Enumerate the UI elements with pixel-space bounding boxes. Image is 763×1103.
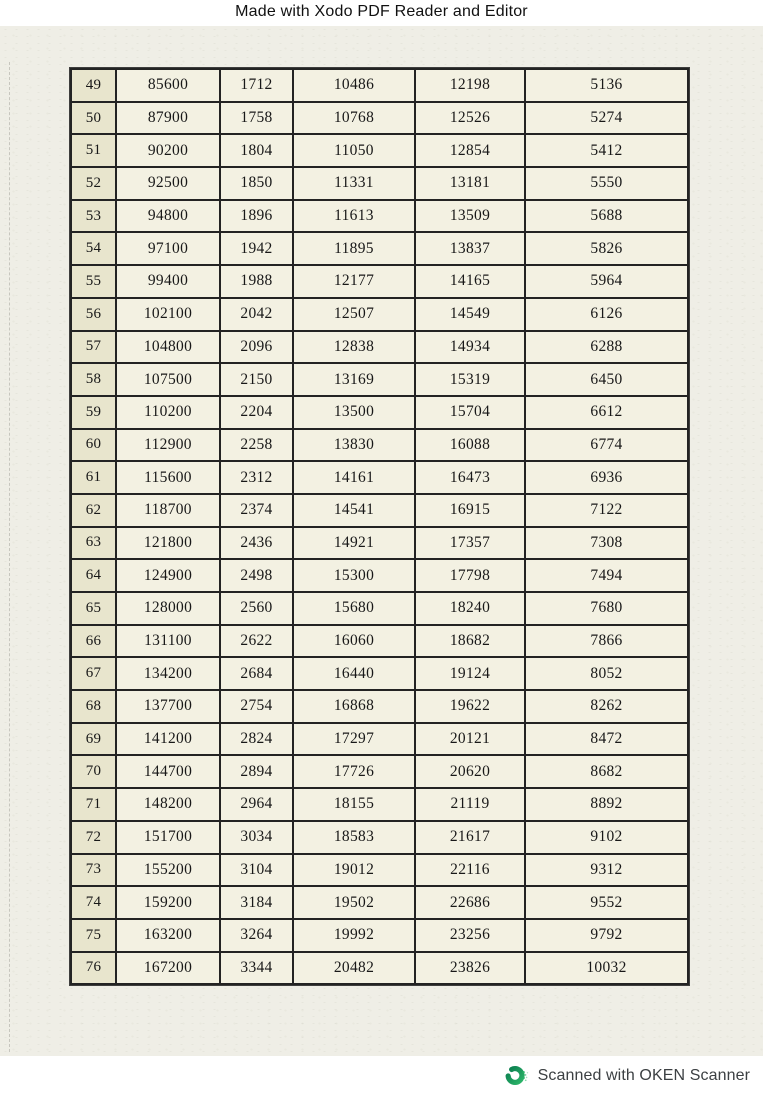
table-cell: 1988 — [220, 265, 293, 298]
table-row — [71, 821, 688, 854]
table-cell: 124900 — [116, 559, 220, 592]
table-cell: 15319 — [415, 363, 525, 396]
table-cell: 7866 — [525, 625, 688, 658]
table-row — [71, 494, 688, 527]
table-cell: 6936 — [525, 461, 688, 494]
table-cell: 11331 — [293, 167, 415, 200]
table-cell: 14921 — [293, 527, 415, 560]
row-number-cell: 61 — [71, 461, 116, 494]
table-cell: 20482 — [293, 952, 415, 985]
table-cell: 9552 — [525, 886, 688, 919]
row-number-cell: 66 — [71, 625, 116, 658]
table-cell: 3104 — [220, 854, 293, 887]
table-cell: 19622 — [415, 690, 525, 723]
row-number-cell: 68 — [71, 690, 116, 723]
table-cell: 2824 — [220, 723, 293, 756]
row-number-cell: 75 — [71, 919, 116, 952]
table-cell: 144700 — [116, 755, 220, 788]
table-cell: 12177 — [293, 265, 415, 298]
row-number-cell: 53 — [71, 200, 116, 233]
table-cell: 11050 — [293, 134, 415, 167]
table-cell: 8892 — [525, 788, 688, 821]
table-row — [71, 527, 688, 560]
table-row — [71, 919, 688, 952]
table-cell: 19992 — [293, 919, 415, 952]
table-cell: 115600 — [116, 461, 220, 494]
watermark-title: Made with Xodo PDF Reader and Editor — [235, 3, 528, 20]
table-row — [71, 102, 688, 135]
table-cell: 99400 — [116, 265, 220, 298]
table-cell: 163200 — [116, 919, 220, 952]
table-cell: 23256 — [415, 919, 525, 952]
table-cell: 2258 — [220, 429, 293, 462]
table-cell: 14549 — [415, 298, 525, 331]
table-row — [71, 134, 688, 167]
row-number-cell: 65 — [71, 592, 116, 625]
table-cell: 13181 — [415, 167, 525, 200]
table-cell: 22686 — [415, 886, 525, 919]
table-cell: 16440 — [293, 657, 415, 690]
table-cell: 6288 — [525, 331, 688, 364]
table-cell: 8472 — [525, 723, 688, 756]
row-number-cell: 60 — [71, 429, 116, 462]
row-number-cell: 72 — [71, 821, 116, 854]
row-number-cell: 63 — [71, 527, 116, 560]
table-cell: 14165 — [415, 265, 525, 298]
table-cell: 1850 — [220, 167, 293, 200]
table-cell: 2754 — [220, 690, 293, 723]
table-cell: 8262 — [525, 690, 688, 723]
table-cell: 2150 — [220, 363, 293, 396]
table-cell: 6774 — [525, 429, 688, 462]
table-cell: 13830 — [293, 429, 415, 462]
table-cell: 2312 — [220, 461, 293, 494]
table-cell: 17798 — [415, 559, 525, 592]
table-cell: 85600 — [116, 69, 220, 102]
table-cell: 5964 — [525, 265, 688, 298]
table-row — [71, 429, 688, 462]
table-cell: 21617 — [415, 821, 525, 854]
table-cell: 18583 — [293, 821, 415, 854]
table-cell: 97100 — [116, 232, 220, 265]
table-cell: 94800 — [116, 200, 220, 233]
row-number-cell: 69 — [71, 723, 116, 756]
table-cell: 159200 — [116, 886, 220, 919]
table-cell: 14934 — [415, 331, 525, 364]
row-number-cell: 74 — [71, 886, 116, 919]
table-row — [71, 265, 688, 298]
table-cell: 121800 — [116, 527, 220, 560]
table-cell: 6450 — [525, 363, 688, 396]
table-cell: 13500 — [293, 396, 415, 429]
table-cell: 3034 — [220, 821, 293, 854]
table-cell: 128000 — [116, 592, 220, 625]
table-cell: 12854 — [415, 134, 525, 167]
table-cell: 141200 — [116, 723, 220, 756]
table-cell: 10486 — [293, 69, 415, 102]
table-cell: 1712 — [220, 69, 293, 102]
row-number-cell: 67 — [71, 657, 116, 690]
table-cell: 1942 — [220, 232, 293, 265]
table-cell: 23826 — [415, 952, 525, 985]
table-cell: 20620 — [415, 755, 525, 788]
table-cell: 17297 — [293, 723, 415, 756]
table-cell: 15680 — [293, 592, 415, 625]
table-cell: 22116 — [415, 854, 525, 887]
table-cell: 12198 — [415, 69, 525, 102]
table-cell: 16473 — [415, 461, 525, 494]
table-cell: 7122 — [525, 494, 688, 527]
table-cell: 7680 — [525, 592, 688, 625]
table-cell: 13837 — [415, 232, 525, 265]
table-cell: 14161 — [293, 461, 415, 494]
table-cell: 2964 — [220, 788, 293, 821]
table-cell: 11613 — [293, 200, 415, 233]
table-row — [71, 854, 688, 887]
table-cell: 12838 — [293, 331, 415, 364]
table-cell: 148200 — [116, 788, 220, 821]
table-cell: 107500 — [116, 363, 220, 396]
row-number-cell: 55 — [71, 265, 116, 298]
table-cell: 2684 — [220, 657, 293, 690]
row-number-cell: 51 — [71, 134, 116, 167]
table-row — [71, 559, 688, 592]
table-cell: 2096 — [220, 331, 293, 364]
table-cell: 16088 — [415, 429, 525, 462]
table-cell: 16060 — [293, 625, 415, 658]
table-cell: 20121 — [415, 723, 525, 756]
table-cell: 155200 — [116, 854, 220, 887]
table-cell: 21119 — [415, 788, 525, 821]
table-cell: 2042 — [220, 298, 293, 331]
row-number-cell: 62 — [71, 494, 116, 527]
row-number-cell: 71 — [71, 788, 116, 821]
table-row — [71, 625, 688, 658]
scanner-footer-text: Scanned with OKEN Scanner — [537, 1066, 750, 1084]
row-number-cell: 57 — [71, 331, 116, 364]
table-cell: 151700 — [116, 821, 220, 854]
table-cell: 7308 — [525, 527, 688, 560]
table-row — [71, 363, 688, 396]
table-row — [71, 396, 688, 429]
table-cell: 12507 — [293, 298, 415, 331]
table-cell: 9312 — [525, 854, 688, 887]
table-cell: 13169 — [293, 363, 415, 396]
table-cell: 7494 — [525, 559, 688, 592]
table-cell: 5136 — [525, 69, 688, 102]
table-cell: 2622 — [220, 625, 293, 658]
table-cell: 17357 — [415, 527, 525, 560]
table-row — [71, 723, 688, 756]
table-cell: 2374 — [220, 494, 293, 527]
table-cell: 102100 — [116, 298, 220, 331]
table-cell: 8682 — [525, 755, 688, 788]
table-cell: 112900 — [116, 429, 220, 462]
table-cell: 9792 — [525, 919, 688, 952]
table-cell: 118700 — [116, 494, 220, 527]
table-cell: 10768 — [293, 102, 415, 135]
table-row — [71, 690, 688, 723]
table-cell: 137700 — [116, 690, 220, 723]
table-cell: 2436 — [220, 527, 293, 560]
table-cell: 16868 — [293, 690, 415, 723]
table-cell: 9102 — [525, 821, 688, 854]
table-cell: 12526 — [415, 102, 525, 135]
row-number-cell: 73 — [71, 854, 116, 887]
table-cell: 18682 — [415, 625, 525, 658]
table-cell: 5274 — [525, 102, 688, 135]
row-number-cell: 49 — [71, 69, 116, 102]
table-cell: 167200 — [116, 952, 220, 985]
table-cell: 6612 — [525, 396, 688, 429]
table-row — [71, 69, 688, 102]
table-cell: 2204 — [220, 396, 293, 429]
table-cell: 2560 — [220, 592, 293, 625]
table-row — [71, 200, 688, 233]
table-cell: 1896 — [220, 200, 293, 233]
table-cell: 87900 — [116, 102, 220, 135]
table-cell: 3264 — [220, 919, 293, 952]
row-number-cell: 52 — [71, 167, 116, 200]
table-cell: 8052 — [525, 657, 688, 690]
table-cell: 17726 — [293, 755, 415, 788]
table-row — [71, 657, 688, 690]
row-number-cell: 58 — [71, 363, 116, 396]
row-number-cell: 56 — [71, 298, 116, 331]
table-cell: 2894 — [220, 755, 293, 788]
data-table — [70, 68, 689, 985]
row-number-cell: 64 — [71, 559, 116, 592]
row-number-cell: 59 — [71, 396, 116, 429]
table-row — [71, 331, 688, 364]
table-cell: 3184 — [220, 886, 293, 919]
table-row — [71, 232, 688, 265]
table-row — [71, 788, 688, 821]
table-cell: 110200 — [116, 396, 220, 429]
table-cell: 1758 — [220, 102, 293, 135]
table-cell: 19012 — [293, 854, 415, 887]
row-number-cell: 76 — [71, 952, 116, 985]
table-cell: 18240 — [415, 592, 525, 625]
table-cell: 10032 — [525, 952, 688, 985]
table-cell: 5826 — [525, 232, 688, 265]
table-cell: 131100 — [116, 625, 220, 658]
table-cell: 92500 — [116, 167, 220, 200]
table-row — [71, 592, 688, 625]
table-row — [71, 167, 688, 200]
row-number-cell: 50 — [71, 102, 116, 135]
table-cell: 5550 — [525, 167, 688, 200]
table-cell: 16915 — [415, 494, 525, 527]
table-cell: 13509 — [415, 200, 525, 233]
table-row — [71, 298, 688, 331]
table-cell: 15704 — [415, 396, 525, 429]
table-cell: 15300 — [293, 559, 415, 592]
table-cell: 90200 — [116, 134, 220, 167]
table-cell: 1804 — [220, 134, 293, 167]
table-cell: 104800 — [116, 331, 220, 364]
table-body — [71, 69, 688, 984]
table-cell: 5412 — [525, 134, 688, 167]
row-number-cell: 70 — [71, 755, 116, 788]
table-row — [71, 886, 688, 919]
row-number-cell: 54 — [71, 232, 116, 265]
table-cell: 134200 — [116, 657, 220, 690]
table-cell: 11895 — [293, 232, 415, 265]
table-cell: 19124 — [415, 657, 525, 690]
table-cell: 19502 — [293, 886, 415, 919]
table-cell: 14541 — [293, 494, 415, 527]
table-row — [71, 952, 688, 985]
oken-scanner-logo-icon — [504, 1063, 529, 1088]
table-row — [71, 461, 688, 494]
scanner-footer — [0, 1063, 750, 1088]
table-cell: 5688 — [525, 200, 688, 233]
table-row — [71, 755, 688, 788]
table-cell: 2498 — [220, 559, 293, 592]
table-cell: 18155 — [293, 788, 415, 821]
page-edge-crease — [9, 62, 10, 1052]
table-cell: 3344 — [220, 952, 293, 985]
table-cell: 6126 — [525, 298, 688, 331]
